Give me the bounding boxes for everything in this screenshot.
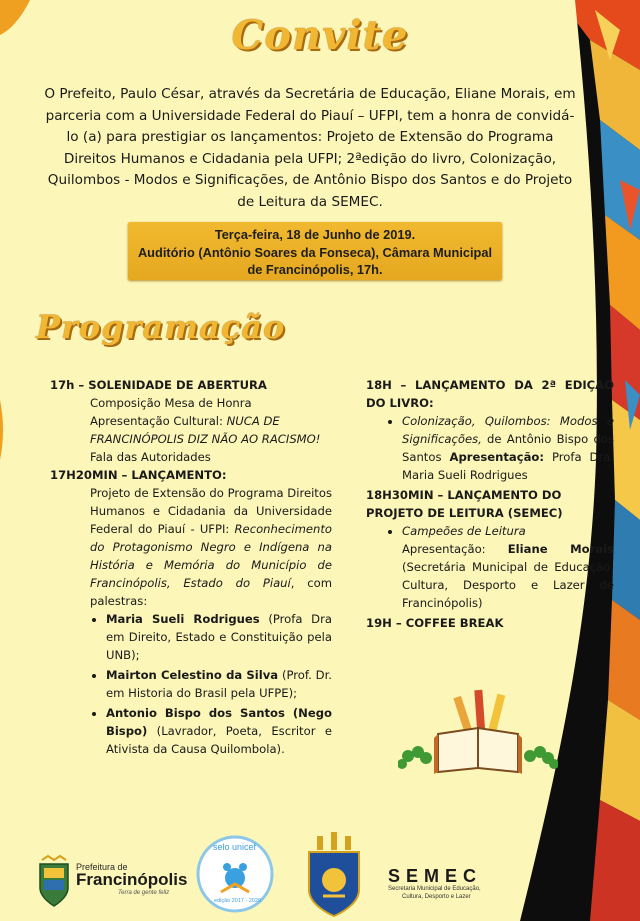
invitation-title: Convite	[231, 12, 409, 59]
reading-presenter-info: (Secretária Municipal de Educação, Cultura, Desporto e Lazer de Francinópolis)	[402, 560, 614, 610]
opening-item-cultural	[50, 412, 332, 448]
coffee-break-heading: 19H – COFFEE BREAK	[366, 616, 504, 630]
reading-presenter: Eliane Morais	[507, 542, 614, 556]
francinopolis-coat-of-arms-icon	[34, 854, 74, 908]
event-venue: Auditório (Antônio Soares da Fonseca), Câmara Municipal	[137, 244, 493, 260]
opening-item-speeches: Fala das Autoridades	[90, 450, 211, 464]
intro-paragraph: O Prefeito, Paulo César, através da Secretária de Educação, Eliane Morais, em parceria com a Universidade Federal do Piauí – UFPI, tem a honra de convidá-lo (a) para prestigiar os lançamentos: Projeto de Extensão do Programa Direitos Humanos e Cidadania pela UFPI; 2ªedição do livro, Colonização, Quilombos - Modos e Significações, de Antônio Bispo dos Santos e do Projeto de Leitura da SEMEC.	[44, 86, 576, 210]
pref-motto-label: Terra de gente feliz	[118, 890, 170, 896]
launch-lectures: , com palestras:	[90, 576, 332, 608]
pref-name-label: Francinópolis	[76, 870, 188, 889]
unicef-seal-bottom: edição 2017 - 2020	[214, 898, 262, 904]
event-venue-city: de Francinópolis, 17h.	[247, 262, 383, 277]
event-date: Terça-feira, 18 de Junho de 2019.	[214, 227, 416, 242]
program-right-column	[366, 376, 614, 632]
reading-project-name: Campeões de Leitura	[402, 524, 526, 538]
program-title: Programação	[36, 308, 286, 346]
launch-project-title: Reconhecimento do Protagonismo Negro e Indígena na História e Memória do Município de Francinópolis, Estado do Piauí	[90, 522, 332, 590]
speaker-info: (Profa Dra em Direito, Estado e Constituição pela UNB);	[106, 612, 332, 662]
reading-presentation-label: Apresentação:	[402, 542, 508, 556]
semec-line1: Secretaria Municipal de Educação,	[388, 886, 481, 892]
launch-description	[50, 484, 332, 610]
speaker-info: (Lavrador, Poeta, Escritor e Ativista da Causa Quilombola).	[106, 724, 332, 756]
ufpi-crest-icon	[303, 830, 365, 918]
book-presenter: Profa Dra. Maria Sueli Rodrigues	[402, 450, 615, 482]
speaker-name: Mairton Celestino da Silva	[106, 668, 279, 682]
event-details-box	[128, 222, 502, 280]
book-item	[402, 412, 614, 484]
book-list	[366, 412, 614, 484]
unicef-seal-top: selo unicef	[213, 842, 257, 852]
book-presentation-label: Apresentação:	[449, 450, 545, 464]
speaker-item	[106, 610, 332, 664]
speaker-name: Maria Sueli Rodrigues	[106, 612, 260, 626]
reading-project-heading: 18H30MIN – LANÇAMENTO DO PROJETO DE LEITURA (SEMEC)	[366, 488, 563, 520]
launch-heading: 17H20MIN – LANÇAMENTO:	[50, 468, 227, 482]
opening-heading: 17h – SOLENIDADE DE ABERTURA	[50, 378, 267, 392]
cultural-title: NUCA DE FRANCINÓPOLIS DIZ NÃO AO RACISMO!	[90, 414, 321, 446]
speaker-info: (Prof. Dr. em Historia do Brasil pela UFPE);	[106, 668, 332, 700]
pref-small-label: Prefeitura de	[76, 862, 128, 872]
program-left-column	[50, 376, 332, 760]
cultural-label: Apresentação Cultural:	[90, 414, 227, 428]
book-author: de Antônio Bispo dos Santos	[402, 432, 614, 464]
launch-program: Projeto de Extensão do Programa Direitos Humanos e Cidadania da Universidade Federal do Piauí - UFPI:	[90, 486, 332, 536]
book-pencils-illustration	[398, 686, 558, 778]
reading-list	[366, 522, 614, 612]
logos-footer	[0, 828, 640, 921]
speakers-list	[50, 610, 332, 758]
semec-line2: Cultura, Desporto e Lazer	[402, 894, 471, 900]
semec-title: SEMEC	[388, 866, 483, 886]
speaker-name: Antonio Bispo dos Santos (Nego Bispo)	[106, 706, 332, 738]
speaker-item	[106, 666, 332, 702]
book-title: Colonização, Quilombos: Modos e Significações,	[402, 414, 614, 446]
reading-item	[402, 522, 614, 612]
speaker-item	[106, 704, 332, 758]
book-launch-heading: 18H – LANÇAMENTO DA 2ª EDIÇAO DO LIVRO:	[366, 378, 614, 410]
opening-item-table: Composição Mesa de Honra	[90, 396, 252, 410]
